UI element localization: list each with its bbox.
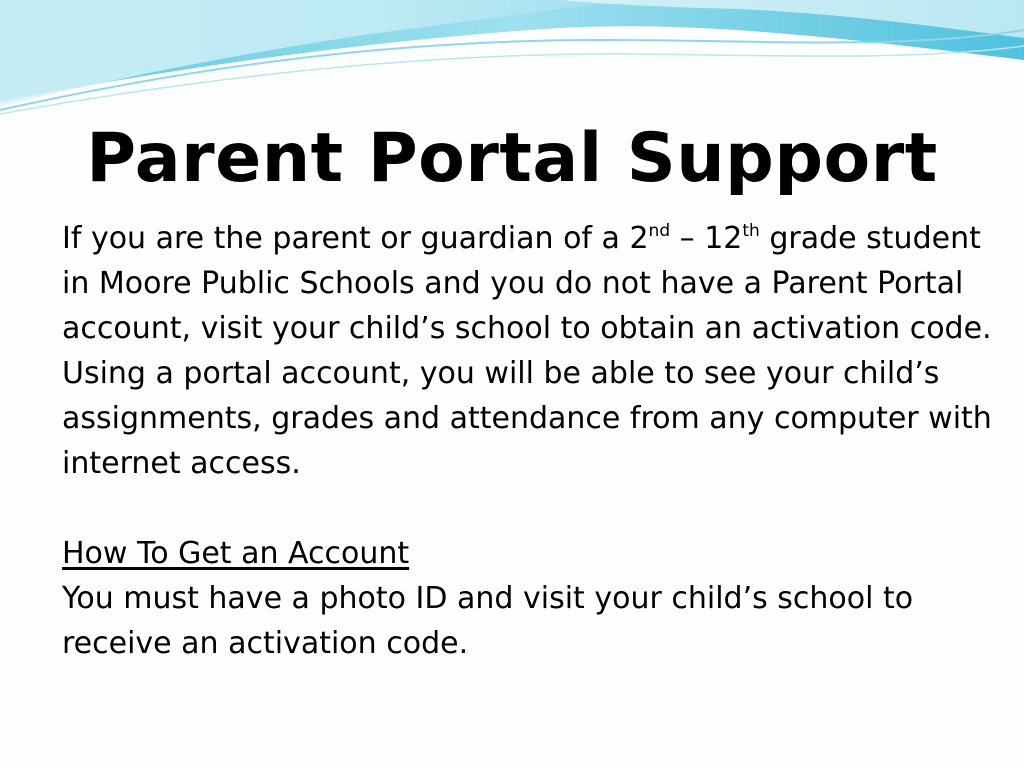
paragraph-spacer — [62, 486, 1002, 531]
intro-text-part-3: grade student in Moore Public Schools and you do not have a Parent Portal account, visit your child’s school to obtain an activation code. Using a portal account, you will be able to see your child’s assignments, grades and attendance from any computer with internet access. — [62, 221, 992, 481]
section-heading: How To Get an Account — [62, 536, 410, 571]
intro-superscript-nd: nd — [648, 221, 671, 241]
slide-body — [62, 216, 1002, 666]
section-body: You must have a photo ID and visit your child’s school to receive an activation code. — [62, 581, 914, 661]
intro-text-part-1: If you are the parent or guardian of a 2 — [62, 221, 649, 256]
wave-header-decoration — [0, 0, 1024, 120]
intro-text-part-2: – 12 — [670, 221, 743, 256]
intro-paragraph — [62, 216, 1002, 486]
intro-superscript-th: th — [742, 221, 760, 241]
slide-title: Parent Portal Support — [86, 119, 938, 198]
